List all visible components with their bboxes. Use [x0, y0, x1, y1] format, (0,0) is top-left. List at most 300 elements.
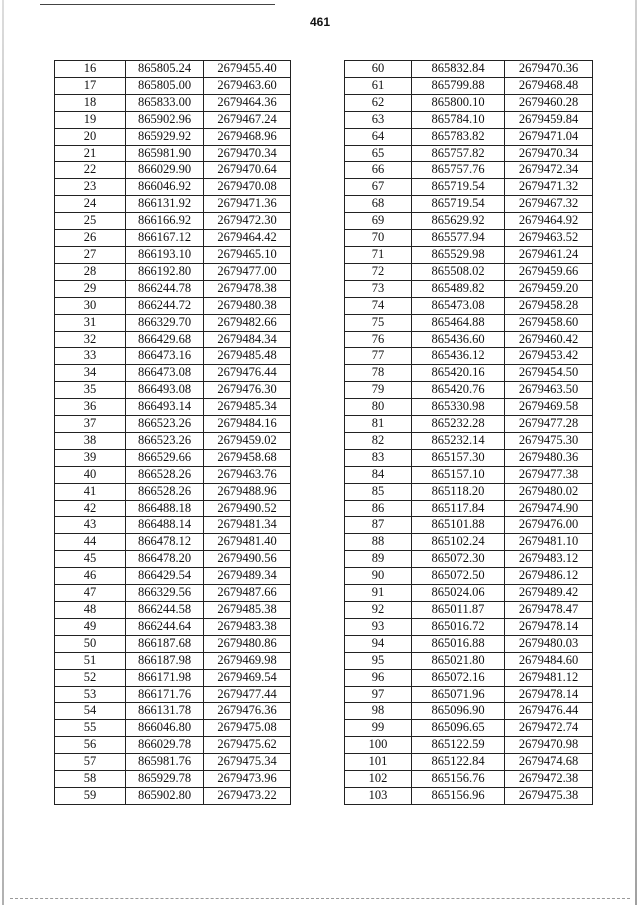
point-number-cell: 35	[55, 382, 126, 399]
y-coordinate-cell: 2679480.02	[505, 483, 593, 500]
y-coordinate-cell: 2679477.44	[204, 686, 291, 703]
x-coordinate-cell: 865464.88	[412, 314, 505, 331]
table-row	[345, 787, 593, 804]
x-coordinate-cell: 865757.82	[412, 145, 505, 162]
point-number-cell: 62	[345, 94, 412, 111]
x-coordinate-cell: 866473.08	[126, 365, 204, 382]
point-number-cell: 80	[345, 399, 412, 416]
point-number-cell: 84	[345, 466, 412, 483]
y-coordinate-cell: 2679475.62	[204, 737, 291, 754]
x-coordinate-cell: 865072.30	[412, 551, 505, 568]
x-coordinate-cell: 865489.82	[412, 280, 505, 297]
x-coordinate-cell: 866488.18	[126, 500, 204, 517]
x-coordinate-cell: 865330.98	[412, 399, 505, 416]
point-number-cell: 46	[55, 568, 126, 585]
point-number-cell: 25	[55, 213, 126, 230]
point-number-cell: 39	[55, 449, 126, 466]
y-coordinate-cell: 2679472.30	[204, 213, 291, 230]
point-number-cell: 92	[345, 602, 412, 619]
point-number-cell: 22	[55, 162, 126, 179]
coordinates-table-left	[54, 60, 291, 805]
x-coordinate-cell: 865096.65	[412, 720, 505, 737]
table-row	[55, 686, 291, 703]
point-number-cell: 75	[345, 314, 412, 331]
point-number-cell: 32	[55, 331, 126, 348]
y-coordinate-cell: 2679459.84	[505, 111, 593, 128]
y-coordinate-cell: 2679483.12	[505, 551, 593, 568]
table-row	[345, 635, 593, 652]
point-number-cell: 53	[55, 686, 126, 703]
table-row	[345, 399, 593, 416]
y-coordinate-cell: 2679473.96	[204, 771, 291, 788]
table-row	[55, 263, 291, 280]
y-coordinate-cell: 2679474.90	[505, 500, 593, 517]
y-coordinate-cell: 2679473.22	[204, 787, 291, 804]
point-number-cell: 40	[55, 466, 126, 483]
x-coordinate-cell: 866429.54	[126, 568, 204, 585]
y-coordinate-cell: 2679467.24	[204, 111, 291, 128]
table-row	[55, 179, 291, 196]
y-coordinate-cell: 2679472.34	[505, 162, 593, 179]
table-row	[55, 754, 291, 771]
y-coordinate-cell: 2679480.03	[505, 635, 593, 652]
point-number-cell: 51	[55, 652, 126, 669]
y-coordinate-cell: 2679475.30	[505, 432, 593, 449]
x-coordinate-cell: 865436.60	[412, 331, 505, 348]
point-number-cell: 95	[345, 652, 412, 669]
y-coordinate-cell: 2679486.12	[505, 568, 593, 585]
table-row	[345, 771, 593, 788]
point-number-cell: 17	[55, 77, 126, 94]
y-coordinate-cell: 2679481.12	[505, 669, 593, 686]
table-row	[55, 94, 291, 111]
x-coordinate-cell: 865016.72	[412, 618, 505, 635]
x-coordinate-cell: 865757.76	[412, 162, 505, 179]
point-number-cell: 85	[345, 483, 412, 500]
point-number-cell: 87	[345, 517, 412, 534]
y-coordinate-cell: 2679475.34	[204, 754, 291, 771]
point-number-cell: 68	[345, 196, 412, 213]
y-coordinate-cell: 2679459.66	[505, 263, 593, 280]
table-row	[55, 534, 291, 551]
y-coordinate-cell: 2679463.50	[505, 382, 593, 399]
table-row	[55, 500, 291, 517]
y-coordinate-cell: 2679481.10	[505, 534, 593, 551]
x-coordinate-cell: 865805.24	[126, 61, 204, 78]
table-row	[345, 500, 593, 517]
x-coordinate-cell: 865902.80	[126, 787, 204, 804]
table-row	[345, 348, 593, 365]
point-number-cell: 30	[55, 297, 126, 314]
y-coordinate-cell: 2679476.44	[505, 703, 593, 720]
table-row	[345, 297, 593, 314]
table-row	[345, 517, 593, 534]
y-coordinate-cell: 2679485.34	[204, 399, 291, 416]
point-number-cell: 60	[345, 61, 412, 78]
point-number-cell: 91	[345, 585, 412, 602]
point-number-cell: 74	[345, 297, 412, 314]
table-row	[55, 669, 291, 686]
y-coordinate-cell: 2679472.38	[505, 771, 593, 788]
x-coordinate-cell: 866029.90	[126, 162, 204, 179]
y-coordinate-cell: 2679467.32	[505, 196, 593, 213]
table-row	[345, 449, 593, 466]
table-row	[55, 297, 291, 314]
x-coordinate-cell: 865156.96	[412, 787, 505, 804]
y-coordinate-cell: 2679459.20	[505, 280, 593, 297]
point-number-cell: 64	[345, 128, 412, 145]
y-coordinate-cell: 2679478.14	[505, 618, 593, 635]
x-coordinate-cell: 865122.84	[412, 754, 505, 771]
point-number-cell: 78	[345, 365, 412, 382]
x-coordinate-cell: 866478.20	[126, 551, 204, 568]
table-row	[345, 703, 593, 720]
point-number-cell: 86	[345, 500, 412, 517]
point-number-cell: 103	[345, 787, 412, 804]
table-row	[55, 737, 291, 754]
point-number-cell: 96	[345, 669, 412, 686]
y-coordinate-cell: 2679481.40	[204, 534, 291, 551]
table-row	[345, 652, 593, 669]
point-number-cell: 36	[55, 399, 126, 416]
x-coordinate-cell: 865016.88	[412, 635, 505, 652]
x-coordinate-cell: 865577.94	[412, 230, 505, 247]
point-number-cell: 90	[345, 568, 412, 585]
x-coordinate-cell: 865783.82	[412, 128, 505, 145]
table-row	[345, 162, 593, 179]
table-row	[345, 94, 593, 111]
x-coordinate-cell: 866046.92	[126, 179, 204, 196]
point-number-cell: 82	[345, 432, 412, 449]
point-number-cell: 88	[345, 534, 412, 551]
point-number-cell: 100	[345, 737, 412, 754]
x-coordinate-cell: 866193.10	[126, 246, 204, 263]
point-number-cell: 89	[345, 551, 412, 568]
x-coordinate-cell: 865117.84	[412, 500, 505, 517]
point-number-cell: 71	[345, 246, 412, 263]
y-coordinate-cell: 2679484.60	[505, 652, 593, 669]
table-row	[55, 652, 291, 669]
point-number-cell: 81	[345, 416, 412, 433]
x-coordinate-cell: 866171.76	[126, 686, 204, 703]
y-coordinate-cell: 2679463.60	[204, 77, 291, 94]
point-number-cell: 93	[345, 618, 412, 635]
x-coordinate-cell: 865833.00	[126, 94, 204, 111]
point-number-cell: 27	[55, 246, 126, 263]
x-coordinate-cell: 865529.98	[412, 246, 505, 263]
point-number-cell: 38	[55, 432, 126, 449]
x-coordinate-cell: 866244.64	[126, 618, 204, 635]
table-row	[55, 399, 291, 416]
x-coordinate-cell: 866192.80	[126, 263, 204, 280]
table-row	[345, 61, 593, 78]
x-coordinate-cell: 866529.66	[126, 449, 204, 466]
x-coordinate-cell: 865929.92	[126, 128, 204, 145]
point-number-cell: 63	[345, 111, 412, 128]
x-coordinate-cell: 866187.68	[126, 635, 204, 652]
x-coordinate-cell: 865981.90	[126, 145, 204, 162]
table-row	[345, 365, 593, 382]
coordinates-table-right	[344, 60, 593, 805]
x-coordinate-cell: 865629.92	[412, 213, 505, 230]
x-coordinate-cell: 865102.24	[412, 534, 505, 551]
point-number-cell: 101	[345, 754, 412, 771]
y-coordinate-cell: 2679470.34	[505, 145, 593, 162]
x-coordinate-cell: 866166.92	[126, 213, 204, 230]
y-coordinate-cell: 2679463.76	[204, 466, 291, 483]
y-coordinate-cell: 2679453.42	[505, 348, 593, 365]
x-coordinate-cell: 865096.90	[412, 703, 505, 720]
y-coordinate-cell: 2679481.34	[204, 517, 291, 534]
scan-edge-left	[2, 0, 4, 905]
x-coordinate-cell: 865832.84	[412, 61, 505, 78]
scan-edge-right	[635, 0, 637, 905]
y-coordinate-cell: 2679470.34	[204, 145, 291, 162]
point-number-cell: 24	[55, 196, 126, 213]
table-row	[55, 568, 291, 585]
table-row	[345, 432, 593, 449]
table-row	[55, 787, 291, 804]
y-coordinate-cell: 2679475.38	[505, 787, 593, 804]
table-row	[345, 128, 593, 145]
y-coordinate-cell: 2679465.10	[204, 246, 291, 263]
x-coordinate-cell: 866429.68	[126, 331, 204, 348]
table-row	[55, 77, 291, 94]
x-coordinate-cell: 865420.76	[412, 382, 505, 399]
point-number-cell: 98	[345, 703, 412, 720]
y-coordinate-cell: 2679489.42	[505, 585, 593, 602]
x-coordinate-cell: 866523.26	[126, 416, 204, 433]
point-number-cell: 20	[55, 128, 126, 145]
point-number-cell: 94	[345, 635, 412, 652]
y-coordinate-cell: 2679475.08	[204, 720, 291, 737]
table-row	[55, 314, 291, 331]
x-coordinate-cell: 865021.80	[412, 652, 505, 669]
y-coordinate-cell: 2679470.98	[505, 737, 593, 754]
point-number-cell: 102	[345, 771, 412, 788]
x-coordinate-cell: 866493.08	[126, 382, 204, 399]
point-number-cell: 69	[345, 213, 412, 230]
x-coordinate-cell: 865902.96	[126, 111, 204, 128]
y-coordinate-cell: 2679476.00	[505, 517, 593, 534]
point-number-cell: 31	[55, 314, 126, 331]
table-row	[345, 111, 593, 128]
y-coordinate-cell: 2679488.96	[204, 483, 291, 500]
y-coordinate-cell: 2679480.36	[505, 449, 593, 466]
y-coordinate-cell: 2679469.58	[505, 399, 593, 416]
y-coordinate-cell: 2679470.08	[204, 179, 291, 196]
point-number-cell: 48	[55, 602, 126, 619]
point-number-cell: 16	[55, 61, 126, 78]
y-coordinate-cell: 2679468.48	[505, 77, 593, 94]
x-coordinate-cell: 865101.88	[412, 517, 505, 534]
x-coordinate-cell: 865072.16	[412, 669, 505, 686]
table-row	[345, 551, 593, 568]
x-coordinate-cell: 866131.92	[126, 196, 204, 213]
point-number-cell: 18	[55, 94, 126, 111]
y-coordinate-cell: 2679459.02	[204, 432, 291, 449]
x-coordinate-cell: 866187.98	[126, 652, 204, 669]
point-number-cell: 58	[55, 771, 126, 788]
x-coordinate-cell: 866167.12	[126, 230, 204, 247]
point-number-cell: 19	[55, 111, 126, 128]
point-number-cell: 43	[55, 517, 126, 534]
point-number-cell: 73	[345, 280, 412, 297]
point-number-cell: 26	[55, 230, 126, 247]
y-coordinate-cell: 2679468.96	[204, 128, 291, 145]
table-row	[55, 449, 291, 466]
y-coordinate-cell: 2679458.60	[505, 314, 593, 331]
point-number-cell: 55	[55, 720, 126, 737]
y-coordinate-cell: 2679469.98	[204, 652, 291, 669]
point-number-cell: 33	[55, 348, 126, 365]
y-coordinate-cell: 2679458.28	[505, 297, 593, 314]
point-number-cell: 72	[345, 263, 412, 280]
y-coordinate-cell: 2679464.92	[505, 213, 593, 230]
x-coordinate-cell: 866528.26	[126, 483, 204, 500]
table-row	[55, 416, 291, 433]
y-coordinate-cell: 2679485.48	[204, 348, 291, 365]
y-coordinate-cell: 2679484.34	[204, 331, 291, 348]
table-row	[55, 213, 291, 230]
table-row	[345, 382, 593, 399]
x-coordinate-cell: 865157.10	[412, 466, 505, 483]
x-coordinate-cell: 865232.28	[412, 416, 505, 433]
point-number-cell: 79	[345, 382, 412, 399]
x-coordinate-cell: 866473.16	[126, 348, 204, 365]
point-number-cell: 99	[345, 720, 412, 737]
table-row	[345, 416, 593, 433]
point-number-cell: 54	[55, 703, 126, 720]
table-row	[55, 365, 291, 382]
y-coordinate-cell: 2679480.86	[204, 635, 291, 652]
point-number-cell: 76	[345, 331, 412, 348]
x-coordinate-cell: 865157.30	[412, 449, 505, 466]
table-row	[345, 568, 593, 585]
x-coordinate-cell: 865071.96	[412, 686, 505, 703]
x-coordinate-cell: 866528.26	[126, 466, 204, 483]
point-number-cell: 70	[345, 230, 412, 247]
table-row	[345, 618, 593, 635]
point-number-cell: 67	[345, 179, 412, 196]
x-coordinate-cell: 865156.76	[412, 771, 505, 788]
x-coordinate-cell: 865024.06	[412, 585, 505, 602]
table-row	[345, 737, 593, 754]
y-coordinate-cell: 2679476.30	[204, 382, 291, 399]
point-number-cell: 47	[55, 585, 126, 602]
table-row	[55, 61, 291, 78]
x-coordinate-cell: 865719.54	[412, 179, 505, 196]
y-coordinate-cell: 2679464.42	[204, 230, 291, 247]
x-coordinate-cell: 866171.98	[126, 669, 204, 686]
table-row	[345, 230, 593, 247]
x-coordinate-cell: 866329.56	[126, 585, 204, 602]
table-row	[345, 720, 593, 737]
x-coordinate-cell: 866244.72	[126, 297, 204, 314]
x-coordinate-cell: 865122.59	[412, 737, 505, 754]
y-coordinate-cell: 2679472.74	[505, 720, 593, 737]
y-coordinate-cell: 2679464.36	[204, 94, 291, 111]
table-row	[55, 517, 291, 534]
table-row	[345, 77, 593, 94]
x-coordinate-cell: 866244.78	[126, 280, 204, 297]
table-row	[345, 602, 593, 619]
point-number-cell: 44	[55, 534, 126, 551]
y-coordinate-cell: 2679471.32	[505, 179, 593, 196]
point-number-cell: 49	[55, 618, 126, 635]
x-coordinate-cell: 865420.16	[412, 365, 505, 382]
y-coordinate-cell: 2679476.44	[204, 365, 291, 382]
table-row	[55, 162, 291, 179]
table-row	[345, 483, 593, 500]
point-number-cell: 57	[55, 754, 126, 771]
y-coordinate-cell: 2679489.34	[204, 568, 291, 585]
table-row	[345, 314, 593, 331]
table-row	[345, 263, 593, 280]
table-row	[55, 602, 291, 619]
x-coordinate-cell: 866131.78	[126, 703, 204, 720]
x-coordinate-cell: 865118.20	[412, 483, 505, 500]
y-coordinate-cell: 2679474.68	[505, 754, 593, 771]
x-coordinate-cell: 865805.00	[126, 77, 204, 94]
x-coordinate-cell: 866478.12	[126, 534, 204, 551]
y-coordinate-cell: 2679455.40	[204, 61, 291, 78]
x-coordinate-cell: 865232.14	[412, 432, 505, 449]
table-row	[55, 551, 291, 568]
y-coordinate-cell: 2679476.36	[204, 703, 291, 720]
y-coordinate-cell: 2679477.28	[505, 416, 593, 433]
table-row	[345, 585, 593, 602]
table-row	[55, 720, 291, 737]
table-row	[55, 771, 291, 788]
table-row	[55, 635, 291, 652]
page-number: 461	[309, 15, 331, 29]
x-coordinate-cell: 866244.58	[126, 602, 204, 619]
point-number-cell: 52	[55, 669, 126, 686]
table-row	[345, 213, 593, 230]
table-row	[345, 246, 593, 263]
x-coordinate-cell: 865436.12	[412, 348, 505, 365]
table-row	[55, 280, 291, 297]
table-row	[55, 618, 291, 635]
y-coordinate-cell: 2679460.28	[505, 94, 593, 111]
point-number-cell: 34	[55, 365, 126, 382]
x-coordinate-cell: 865072.50	[412, 568, 505, 585]
table-row	[55, 246, 291, 263]
table-row	[55, 145, 291, 162]
y-coordinate-cell: 2679470.64	[204, 162, 291, 179]
x-coordinate-cell: 866523.26	[126, 432, 204, 449]
x-coordinate-cell: 866329.70	[126, 314, 204, 331]
y-coordinate-cell: 2679477.00	[204, 263, 291, 280]
scan-line-bottom	[10, 898, 630, 899]
y-coordinate-cell: 2679487.66	[204, 585, 291, 602]
scan-line-top	[40, 4, 275, 5]
point-number-cell: 61	[345, 77, 412, 94]
table-row	[55, 432, 291, 449]
x-coordinate-cell: 865800.10	[412, 94, 505, 111]
point-number-cell: 50	[55, 635, 126, 652]
table-row	[345, 331, 593, 348]
table-row	[345, 754, 593, 771]
point-number-cell: 97	[345, 686, 412, 703]
y-coordinate-cell: 2679463.52	[505, 230, 593, 247]
table-row	[55, 483, 291, 500]
x-coordinate-cell: 865011.87	[412, 602, 505, 619]
point-number-cell: 21	[55, 145, 126, 162]
table-row	[55, 703, 291, 720]
y-coordinate-cell: 2679490.52	[204, 500, 291, 517]
